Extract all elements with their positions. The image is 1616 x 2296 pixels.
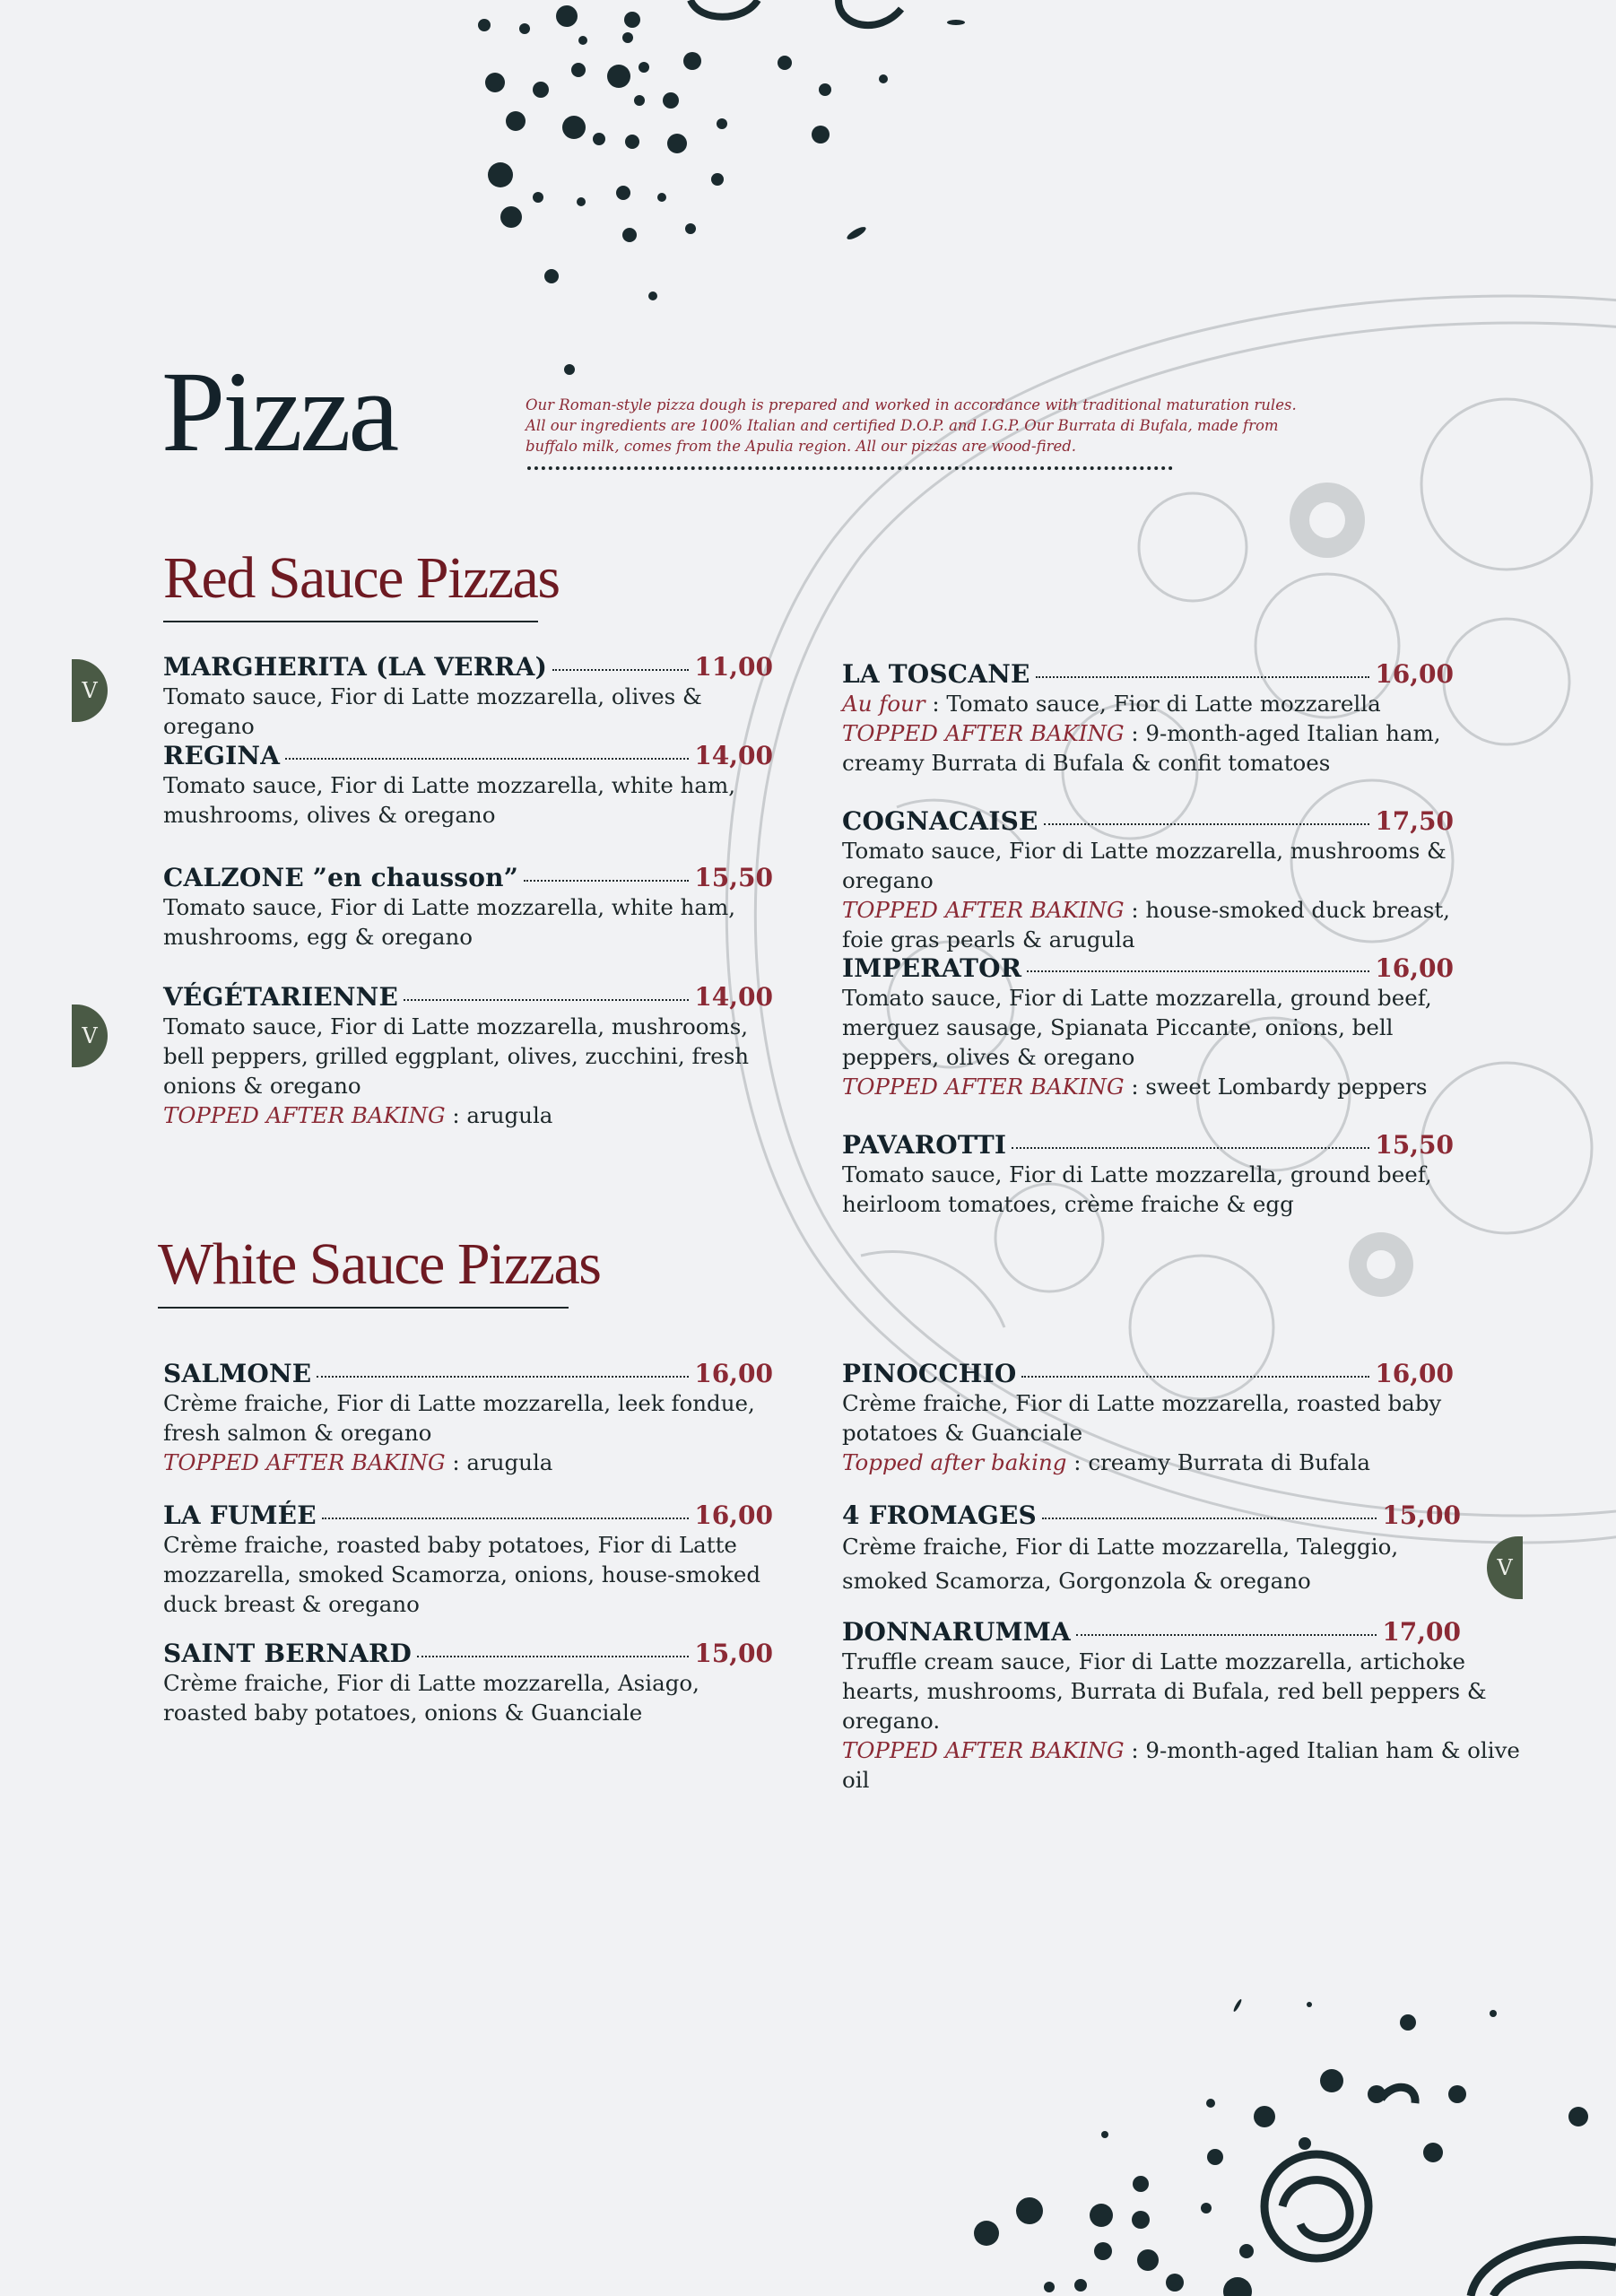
item-price: 15,50 [694,863,773,892]
menu-item-cognacaise [842,806,1454,954]
item-description [842,689,1454,718]
vegetarian-badge: V [72,1004,108,1067]
dotted-leader [322,1518,690,1519]
topping-label: Topped after baking [842,1449,1067,1475]
section-underline [158,1307,569,1309]
item-topping-note [842,718,1454,778]
topping-text: : 9-month-aged Italian ham, creamy Burrata di Bufala & confit tomatoes [842,720,1441,776]
item-price: 16,00 [694,1359,773,1388]
topping-text: : arugula [445,1102,553,1128]
item-name: REGINA [163,741,281,770]
item-topping-note [163,1100,773,1130]
item-topping-note [842,1072,1454,1101]
item-price: 15,50 [1375,1130,1454,1160]
page-title: Pizza [161,348,397,475]
item-price: 15,00 [694,1639,773,1668]
item-name: CALZONE ”en chausson” [163,863,519,892]
item-topping-note [842,895,1454,954]
item-price: 15,00 [1382,1500,1461,1530]
menu-item-regina [163,741,773,830]
red-sauce-section-title: Red Sauce Pizzas [163,549,560,608]
topping-label: TOPPED AFTER BAKING [842,897,1125,923]
item-name: IMPERATOR [842,953,1022,983]
baking-label: Au four [842,691,925,717]
dotted-leader [1042,1518,1377,1519]
item-topping-note [163,1448,773,1477]
topping-text: : creamy Burrata di Bufala [1066,1449,1370,1475]
item-description: Tomato sauce, Fior di Latte mozzarella, ground beef, merguez sausage, Spianata Piccante, onions, bell peppers, olives & oregano [842,985,1432,1070]
item-description: Tomato sauce, Fior di Latte mozzarella, mushrooms, bell peppers, grilled eggplant, olives, zucchini, fresh onions & oregano [163,1013,750,1099]
item-price: 14,00 [694,741,773,770]
item-name: LA TOSCANE [842,659,1030,689]
item-description: Crème fraiche, Fior di Latte mozzarella, Taleggio, smoked Scamorza, Gorgonzola & oregano [842,1534,1399,1594]
menu-item-salmone [163,1359,773,1477]
item-topping-note [842,1735,1524,1795]
item-description: Tomato sauce, Fior di Latte mozzarella, olives & oregano [163,683,702,739]
menu-item-calzone [163,863,773,952]
dotted-leader [1012,1147,1369,1149]
menu-item-saint-bernard [163,1639,773,1727]
dotted-leader [1027,970,1369,972]
menu-item-imperator [842,953,1454,1101]
item-topping-note [842,1448,1454,1477]
dotted-leader [404,999,689,1001]
menu-item-la-fumee [163,1500,773,1619]
item-name: COGNACAISE [842,806,1038,836]
dotted-leader [1076,1634,1377,1636]
item-name: LA FUMÉE [163,1500,317,1530]
item-name: SAINT BERNARD [163,1639,412,1668]
item-description: Tomato sauce, Fior di Latte mozzarella, mushrooms & oregano [842,838,1447,893]
dotted-leader [1044,823,1370,825]
item-name: DONNARUMMA [842,1617,1071,1647]
item-description: Truffle cream sauce, Fior di Latte mozzarella, artichoke hearts, mushrooms, Burrata di Bufala, red bell peppers & oregano. [842,1648,1487,1734]
topping-label: TOPPED AFTER BAKING [842,720,1125,746]
menu-item-pavarotti [842,1130,1454,1219]
topping-label: TOPPED AFTER BAKING [163,1102,446,1128]
topping-text: : 9-month-aged Italian ham & olive oil [842,1737,1520,1793]
item-description: Tomato sauce, Fior di Latte mozzarella, white ham, mushrooms, olives & oregano [163,772,736,828]
item-description: Crème fraiche, Fior di Latte mozzarella, leek fondue, fresh salmon & oregano [163,1390,755,1446]
item-name: VÉGÉTARIENNE [163,982,398,1012]
item-price: 11,00 [694,652,773,682]
topping-label: TOPPED AFTER BAKING [842,1737,1125,1763]
menu-item-donnarumma [842,1617,1524,1795]
baking-text: : Tomato sauce, Fior di Latte mozzarella [925,691,1381,717]
white-sauce-section-title: White Sauce Pizzas [158,1235,600,1294]
item-description: Tomato sauce, Fior di Latte mozzarella, white ham, mushrooms, egg & oregano [163,894,736,950]
topping-label: TOPPED AFTER BAKING [163,1449,446,1475]
vegetarian-badge: V [1487,1536,1523,1599]
item-name: MARGHERITA (LA VERRA) [163,652,548,682]
item-name: SALMONE [163,1359,312,1388]
menu-item-la-toscane [842,659,1454,778]
item-description: Crème fraiche, roasted baby potatoes, Fior di Latte mozzarella, smoked Scamorza, onions, house-smoked duck breast & oregano [163,1532,761,1617]
item-price: 16,00 [694,1500,773,1530]
item-price: 16,00 [1375,1359,1454,1388]
topping-label: TOPPED AFTER BAKING [842,1074,1125,1100]
item-price: 17,00 [1382,1617,1461,1647]
dotted-leader [285,758,689,760]
item-description: Crème fraiche, Fior di Latte mozzarella, Asiago, roasted baby potatoes, onions & Guanciale [163,1670,699,1726]
item-name: PINOCCHIO [842,1359,1017,1388]
dotted-leader [1036,676,1370,678]
vegetarian-badge: V [72,659,108,722]
menu-item-pinocchio [842,1359,1454,1477]
menu-item-margherita [163,652,773,741]
topping-text: : house-smoked duck breast, foie gras pearls & arugula [842,897,1450,952]
item-description: Tomato sauce, Fior di Latte mozzarella, ground beef, heirloom tomatoes, crème fraiche & egg [842,1161,1432,1217]
dotted-leader [417,1656,689,1657]
dotted-leader [524,880,689,882]
intro-dotted-divider [527,466,1173,470]
section-underline [163,621,538,622]
item-name: 4 FROMAGES [842,1500,1037,1530]
dotted-leader [317,1376,689,1378]
dotted-leader [1021,1376,1369,1378]
item-price: 16,00 [1375,659,1454,689]
topping-text: : sweet Lombardy peppers [1124,1074,1428,1100]
intro-text: Our Roman-style pizza dough is prepared and worked in accordance with traditional maturation rules. All our ingredients are 100% Italian and certified D.O.P. and I.G.P. Our Burrata di Bufala, made from buffalo milk, comes from the Apulia region. All our pizzas are wood-fired. [526,396,1297,455]
topping-text: : arugula [445,1449,553,1475]
dotted-leader [552,669,689,671]
item-price: 14,00 [694,982,773,1012]
item-price: 16,00 [1375,953,1454,983]
item-price: 17,50 [1375,806,1454,836]
menu-item-4-fromages [842,1500,1461,1598]
menu-item-vegetarienne [163,982,773,1130]
item-description: Crème fraiche, Fior di Latte mozzarella, roasted baby potatoes & Guanciale [842,1390,1442,1446]
item-name: PAVAROTTI [842,1130,1007,1160]
